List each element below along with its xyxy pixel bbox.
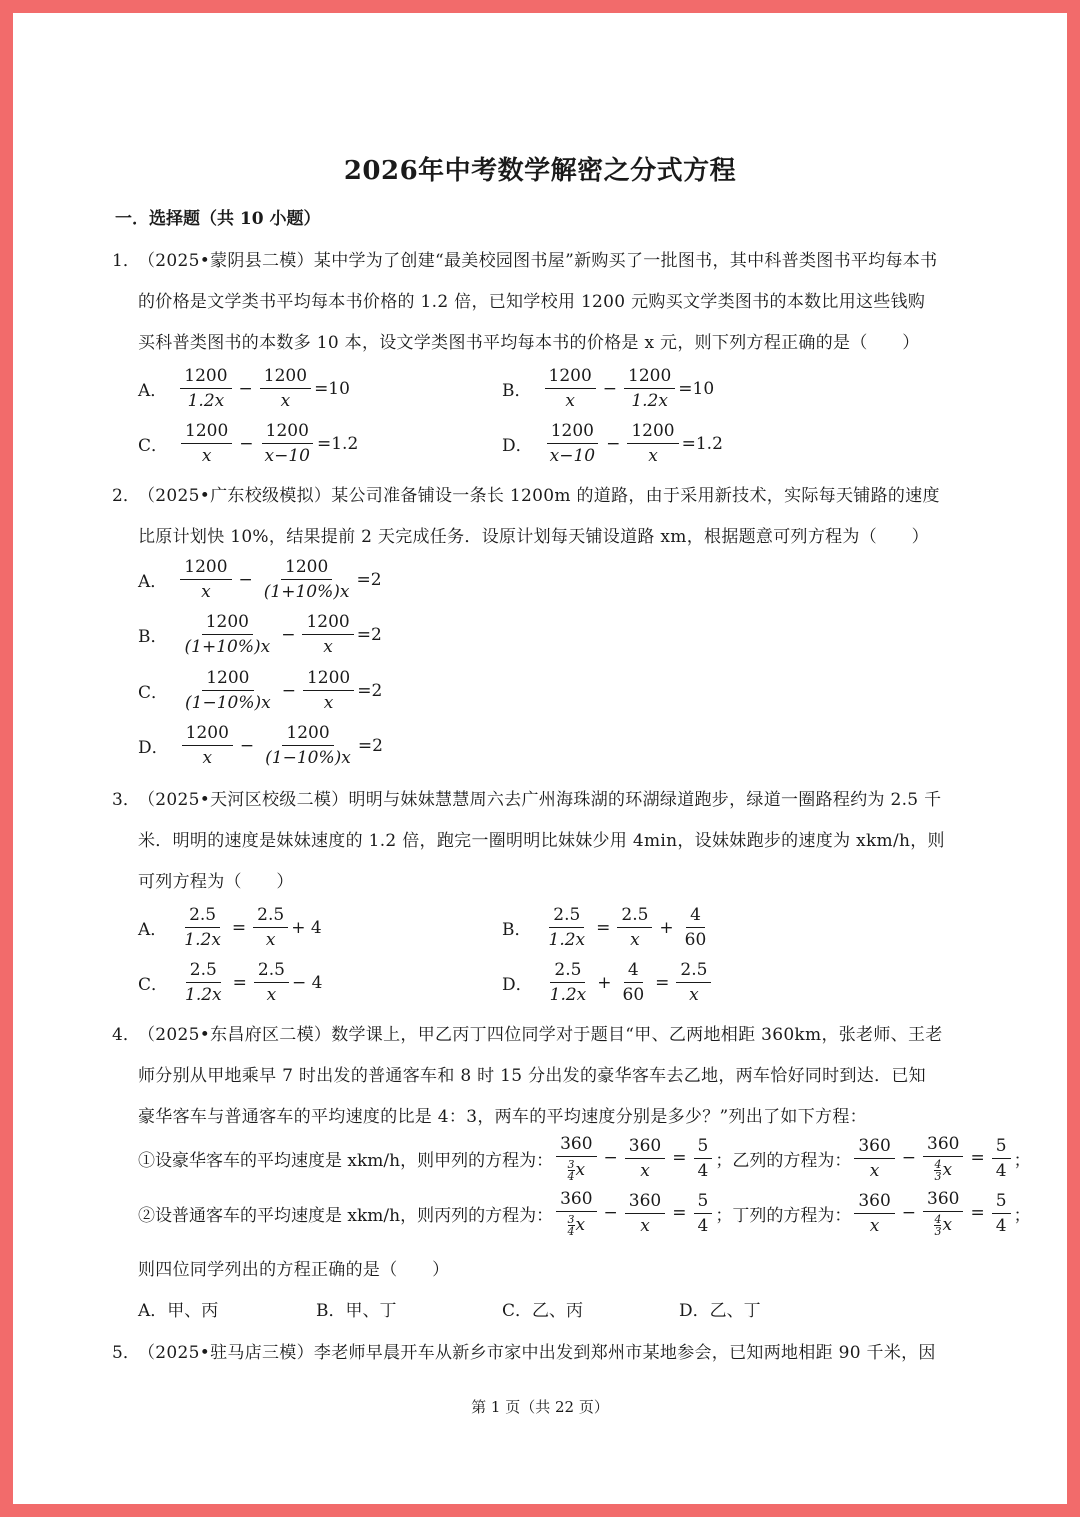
option-c[interactable]: C．乙、丙 <box>502 1301 584 1321</box>
question-number: 1． <box>112 251 140 271</box>
option-label: A． <box>138 381 168 401</box>
question-text: 豪华客车与普通客车的平均速度的比是 4：3，两车的平均速度分别是多少？”列出了如下方程： <box>138 1107 867 1127</box>
question-text: 比原计划快 10%，结果提前 2 天完成任务．设原计划每天铺设道路 xm，根据题意可列方程为（ ） <box>138 527 929 547</box>
fraction: 360 $\frac{3}{4}$ x <box>556 1189 596 1237</box>
question-text: （2025•天河区校级二模）明明与妹妹慧慧周六去广州海珠湖的环湖绿道跑步，绿道一圈路程约为 2.5 千 <box>138 790 942 810</box>
fraction: $\frac{2.5}{1.2x}$ <box>548 905 586 950</box>
question-text: （2025•广东校级模拟）某公司准备铺设一条长 1200m 的道路，由于采用新技术，实际每天铺路的速度 <box>138 486 940 506</box>
fraction: $\frac{5}{4}$ <box>992 1136 1011 1181</box>
option-a[interactable]: A． $\frac{2.5}{1.2x}$ = $\frac{2.5}{x}$ + 4 <box>138 905 322 950</box>
option-b[interactable]: B． $\frac{1200}{(1+10\%)x}$ − $\frac{1200}{x}$ =2 <box>138 612 382 657</box>
fraction: $\frac{1200}{1.2x}$ <box>180 366 231 411</box>
option-a[interactable]: A．甲、丙 <box>138 1301 219 1321</box>
fraction: $\frac{4}{60}$ <box>622 960 645 1005</box>
option-c[interactable]: C． $\frac{1200}{(1-10\%)x}$ − $\frac{1200}{x}$ =2 <box>138 668 383 713</box>
fraction: $\frac{2.5}{x}$ <box>617 905 652 950</box>
option-label: C． <box>138 436 169 456</box>
fraction: $\frac{5}{4}$ <box>694 1136 713 1181</box>
question-text: （2025•东昌府区二模）数学课上，甲乙丙丁四位同学对于题目“甲、乙两地相距 360km，张老师、王老 <box>138 1025 943 1045</box>
fraction: $\frac{1200}{x}$ <box>181 421 232 466</box>
question-text: 米．明明的速度是妹妹速度的 1.2 倍，跑完一圈明明比妹妹少用 4min，设妹妹跑步的速度为 xkm/h，则 <box>138 831 945 851</box>
section-heading: 一．选择题（共 10 小题） <box>115 209 321 229</box>
option-b[interactable]: B．甲、丁 <box>316 1301 397 1321</box>
question-text: 则四位同学列出的方程正确的是（ ） <box>138 1260 450 1280</box>
option-a[interactable]: A． $\frac{1200}{1.2x}$ − $\frac{1200}{x}$ =10 <box>138 366 350 411</box>
option-b[interactable]: B． $\frac{2.5}{1.2x}$ = $\frac{2.5}{x}$ + $\frac{4}{60}$ <box>502 905 713 950</box>
fraction: $\frac{1200}{x}$ <box>182 723 233 768</box>
equation-row-1: ①设豪华客车的平均速度是 xkm/h，则甲列的方程为： 360 $\frac{3}{4}$ x − $\frac{360}{x}$ = $\frac{5}{4}$ ；乙列的方程为： $\frac{360}{x}$ − 360 $\frac{4}{3}$ x = $\frac{5}{4}$ ； <box>138 1134 1031 1183</box>
question-number: 2． <box>112 486 140 506</box>
option-d[interactable]: D． $\frac{2.5}{1.2x}$ + $\frac{4}{60}$ = $\frac{2.5}{x}$ <box>502 960 714 1005</box>
fraction: $\frac{2.5}{x}$ <box>254 960 289 1005</box>
fraction: $\frac{360}{x}$ <box>854 1136 894 1181</box>
question-number: 5． <box>112 1343 140 1363</box>
fraction: $\frac{1200}{x}$ <box>627 421 678 466</box>
fraction: $\frac{1200}{x}$ <box>303 668 354 713</box>
fraction: $\frac{1200}{x-10}$ <box>261 421 314 466</box>
fraction: $\frac{1200}{x}$ <box>545 366 596 411</box>
question-text: 买科普类图书的本数多 10 本，设文学类图书平均每本书的价格是 x 元，则下列方程正确的是（ ） <box>138 333 920 353</box>
fraction: $\frac{1200}{x}$ <box>260 366 311 411</box>
fraction: $\frac{1200}{(1+10\%)x}$ <box>263 557 350 602</box>
question-text: （2025•驻马店三模）李老师早晨开车从新乡市家中出发到郑州市某地参会，已知两地相距 90 千米，因 <box>138 1343 936 1363</box>
page-footer: 第 1 页（共 22 页） <box>471 1398 609 1416</box>
equation-row-2: ②设普通客车的平均速度是 xkm/h，则丙列的方程为： 360 $\frac{3}{4}$ x − $\frac{360}{x}$ = $\frac{5}{4}$ ；丁列的方程为： $\frac{360}{x}$ − 360 $\frac{4}{3}$ x = $\frac{5}{4}$ ； <box>138 1189 1031 1238</box>
option-a[interactable]: A． $\frac{1200}{x}$ − $\frac{1200}{(1+10\%)x}$ =2 <box>138 557 382 602</box>
option-b[interactable]: B． $\frac{1200}{x}$ − $\frac{1200}{1.2x}$ =10 <box>502 366 715 411</box>
fraction: $\frac{1200}{1.2x}$ <box>624 366 675 411</box>
option-d[interactable]: D． $\frac{1200}{x-10}$ − $\frac{1200}{x}$ =1.2 <box>502 421 723 466</box>
question-number: 4． <box>112 1025 140 1045</box>
fraction: 360 $\frac{4}{3}$ x <box>923 1134 963 1182</box>
fraction: 360 $\frac{4}{3}$ x <box>923 1189 963 1237</box>
option-label: B． <box>502 381 532 401</box>
fraction: $\frac{360}{x}$ <box>854 1191 894 1236</box>
question-text: 的价格是文学类书平均每本书价格的 1.2 倍，已知学校用 1200 元购买文学类图书的本数比用这些钱购 <box>138 292 926 312</box>
fraction: $\frac{1200}{x-10}$ <box>546 421 599 466</box>
option-d[interactable]: D．乙、丁 <box>679 1301 761 1321</box>
fraction: $\frac{2.5}{x}$ <box>676 960 711 1005</box>
fraction: 360 $\frac{3}{4}$ x <box>556 1134 596 1182</box>
fraction: $\frac{1200}{(1-10\%)x}$ <box>185 668 271 713</box>
fraction: $\frac{1200}{(1-10\%)x}$ <box>265 723 351 768</box>
fraction: $\frac{5}{4}$ <box>992 1191 1011 1236</box>
fraction: $\frac{2.5}{1.2x}$ <box>184 905 221 950</box>
question-text: （2025•蒙阴县二模）某中学为了创建“最美校园图书屋”新购买了一批图书，其中科普类图书平均每本书 <box>138 251 938 271</box>
fraction: $\frac{2.5}{1.2x}$ <box>185 960 222 1005</box>
page-title: 2026年中考数学解密之分式方程 <box>343 156 737 186</box>
fraction: $\frac{1200}{x}$ <box>302 612 353 657</box>
fraction: $\frac{360}{x}$ <box>625 1136 665 1181</box>
fraction: $\frac{2.5}{x}$ <box>253 905 288 950</box>
question-number: 3． <box>112 790 140 810</box>
option-label: D． <box>502 436 533 456</box>
option-c[interactable]: C． $\frac{2.5}{1.2x}$ = $\frac{2.5}{x}$ − 4 <box>138 960 323 1005</box>
option-c[interactable]: C． $\frac{1200}{x}$ − $\frac{1200}{x-10}$ =1.2 <box>138 421 359 466</box>
fraction: $\frac{1200}{x}$ <box>180 557 231 602</box>
fraction: $\frac{360}{x}$ <box>625 1191 665 1236</box>
fraction: $\frac{5}{4}$ <box>694 1191 713 1236</box>
question-text: 师分别从甲地乘早 7 时出发的普通客车和 8 时 15 分出发的豪华客车去乙地，两车恰好同时到达．已知 <box>138 1066 926 1086</box>
question-text: 可列方程为（ ） <box>138 872 294 892</box>
option-d[interactable]: D． $\frac{1200}{x}$ − $\frac{1200}{(1-10\%)x}$ =2 <box>138 723 383 768</box>
fraction: $\frac{1200}{(1+10\%)x}$ <box>184 612 271 657</box>
fraction: $\frac{2.5}{1.2x}$ <box>549 960 587 1005</box>
fraction: $\frac{4}{60}$ <box>684 905 707 950</box>
